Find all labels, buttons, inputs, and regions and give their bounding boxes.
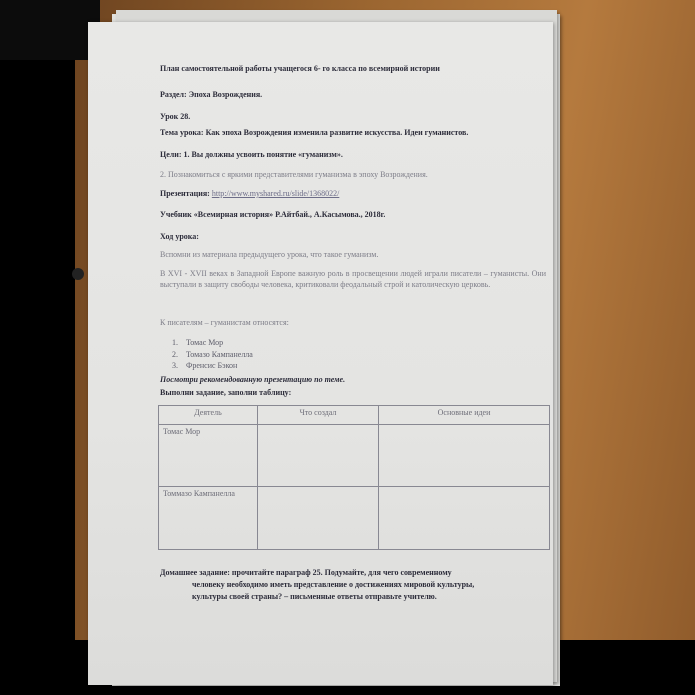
homework-line: Домашнее задание: прочитайте параграф 25. Подумайте, для чего современному	[160, 568, 452, 577]
drawer-knob	[72, 268, 84, 280]
homework-assignment	[160, 567, 535, 603]
table-cell[interactable]	[379, 487, 550, 550]
section-heading: Раздел: Эпоха Возрождения.	[160, 90, 263, 99]
goal-1: Цели: 1. Вы должны усвоить понятие «гуманизм».	[160, 150, 343, 159]
lesson-flow-heading: Ход урока:	[160, 232, 199, 241]
table-row	[159, 487, 550, 550]
list-item: 1. Томас Мор	[172, 338, 224, 347]
assignment-table	[158, 405, 550, 550]
dark-corner	[0, 0, 100, 60]
table-cell: Томас Мор	[159, 425, 258, 487]
presentation-link[interactable]: http://www.myshared.ru/slide/1368022/	[211, 189, 340, 198]
humanism-paragraph: В XVI - XVII веках в Западной Европе важную роль в просвещении людей играли писатели – гуманисты. Они выступали в защиту свободы человека, критиковали феодальный строй и католическую церковь.	[160, 269, 546, 289]
watch-presentation-note: Посмотри рекомендованную презентацию по теме.	[160, 375, 346, 384]
goal-2: 2. Познакомиться с яркими представителями гуманизма в эпоху Возрождения.	[160, 170, 428, 179]
task-instruction: Выполни задание, заполни таблицу:	[160, 388, 292, 397]
lesson-number: Урок 28.	[160, 112, 191, 121]
table-cell[interactable]	[258, 425, 379, 487]
dark-background-left	[0, 0, 75, 695]
homework-line: человеку необходимо иметь представление о достижениях мировой культуры,	[192, 580, 475, 589]
column-header: Основные идеи	[379, 406, 550, 425]
homework-line: культуры своей страны? – письменные ответы отправьте учителю.	[192, 592, 437, 601]
table-cell[interactable]	[379, 425, 550, 487]
table-header-row	[159, 406, 550, 425]
writers-list	[172, 337, 253, 372]
column-header: Деятель	[159, 406, 258, 425]
table-cell[interactable]	[258, 487, 379, 550]
list-item: 2. Томазо Кампанелла	[172, 349, 253, 359]
column-header: Что создал	[258, 406, 379, 425]
document-title: План самостоятельной работы учащегося 6- го класса по всемирной истории	[160, 64, 440, 73]
table-cell: Томмазо Кампанелла	[159, 487, 258, 550]
presentation-line	[160, 189, 339, 199]
worksheet-page	[88, 22, 553, 685]
list-item: 3. Френсис Бэкон	[172, 361, 238, 370]
lesson-topic: Тема урока: Как эпоха Возрождения изменила развитие искусства. Идеи гуманистов.	[160, 128, 469, 137]
presentation-label: Презентация:	[160, 189, 210, 198]
recall-instruction: Вспомни из материала предыдущего урока, что такое гуманизм.	[160, 250, 379, 259]
writers-intro: К писателям – гуманистам относятся:	[160, 318, 289, 327]
textbook-reference: Учебник «Всемирная история» Р.Айтбай., А.Касымова., 2018г.	[160, 210, 386, 219]
table-row	[159, 425, 550, 487]
